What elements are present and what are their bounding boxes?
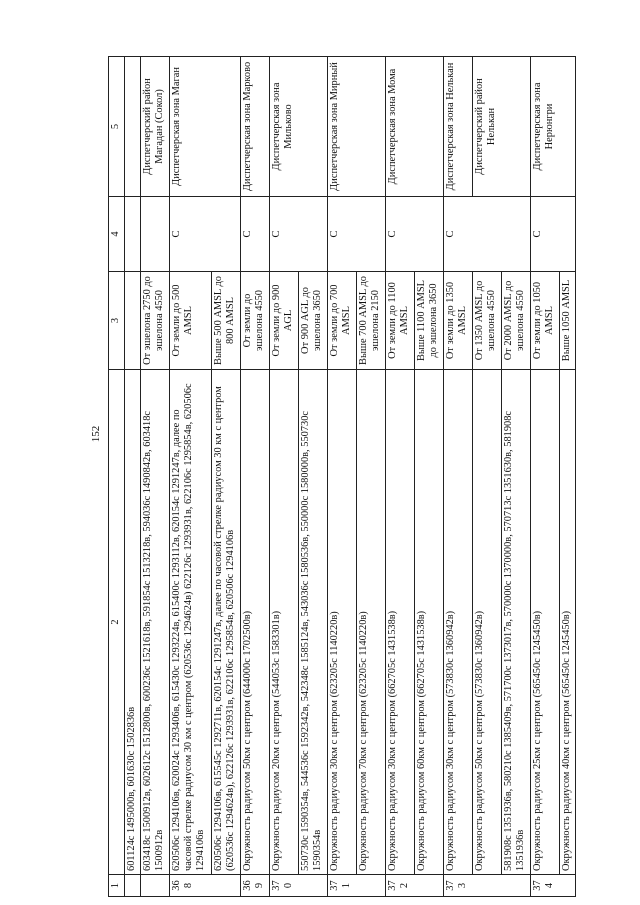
airspace-class: C (240, 197, 269, 272)
altitude-limits: Выше 500 AMSL до 800 AMSL (211, 272, 240, 370)
header-col-3: 3 (109, 272, 125, 370)
zone-name: Диспетчерский район Нелькан (472, 57, 530, 197)
airspace-class: C (443, 197, 530, 272)
altitude-limits: Выше 1050 AMSL (559, 272, 575, 370)
boundary-coords: Окружность радиусом 70км с центром (623205с 1140220в) (356, 370, 385, 875)
zone-name: Диспетчерская зона Мома (385, 57, 443, 197)
altitude-limits: От земли до 1350 AMSL (443, 272, 472, 370)
altitude-limits: От земли до 700 AMSL (327, 272, 356, 370)
zone-name: Диспетчерская зона Марково (240, 57, 269, 197)
page-number: 152 (90, 425, 102, 443)
row-number: 368 (170, 875, 241, 897)
altitude-limits: От земли до 900 AGL (269, 272, 298, 370)
boundary-coords: Окружность радиусом 25км с центром (565450с 1245450в) (530, 370, 559, 875)
boundary-coords: Окружность радиусом 30км с центром (623205с 1140220в) (327, 370, 356, 875)
zone-name: Диспетчерская зона Мильково (269, 57, 327, 197)
row-number: 370 (269, 875, 327, 897)
altitude-limits: От земли до 500 AMSL (170, 272, 212, 370)
rotated-table-container (108, 57, 576, 897)
boundary-coords: Окружность радиусом 50км с центром (573830с 1360942в) (472, 370, 501, 875)
header-col-1: 1 (109, 875, 125, 897)
boundary-coords: 550730с 1590354в, 544536с 1592342в, 542348с 1585124в, 543036с 1580536в, 550000с 1580000в, 550730с 1590354в (298, 370, 327, 875)
airspace-class: C (385, 197, 443, 272)
row-number (141, 875, 170, 897)
row-number: 369 (240, 875, 269, 897)
table-row (170, 57, 212, 897)
airspace-class: C (170, 197, 241, 272)
airspace-class: C (269, 197, 327, 272)
altitude-limits (125, 272, 141, 370)
altitude-limits: Выше 1100 AMSL до эшелона 3650 (414, 272, 443, 370)
boundary-coords: Окружность радиусом 30км с центром (573830с 1360942в) (443, 370, 472, 875)
altitude-limits: От земли до 1050 AMSL (530, 272, 559, 370)
altitude-limits: От 1350 AMSL до эшелона 4550 (472, 272, 501, 370)
header-col-5: 5 (109, 57, 125, 197)
table-row (240, 57, 269, 897)
boundary-coords: 603418с 1500912в, 602612с 1512800в, 600236с 1521618в, 591854с 1513218в, 594036с 1490842в, 603418с 1500912в (141, 370, 170, 875)
table-row (125, 57, 141, 897)
boundary-coords: 620506с 1294106в, 615545с 1292711в, 620154с 1291247в, далее по часовой стрелке радиусом 30 км с центром (620536с 1294624в), 622126с 1293931в, 622106с 1295854в, 620506с 1294106в (211, 370, 240, 875)
altitude-limits: От земли до эшелона 4550 (240, 272, 269, 370)
airspace-table (108, 56, 576, 897)
table-row (269, 57, 298, 897)
altitude-limits: От эшелона 2750 до эшелона 4550 (141, 272, 170, 370)
table-row (327, 57, 356, 897)
boundary-coords: 620506с 1294106в, 620024с 1293406в, 615430с 1293224в, 615400с 1293112в, 620154с 1291247в, далее по часовой стрелке радиусом 30 км с центром (620536с 1294624в) 622126с 1293931в, 622106с 1295854в, 620506с 1294106в (170, 370, 212, 875)
table-row (443, 57, 472, 897)
table-row (472, 57, 501, 897)
table-row (385, 57, 414, 897)
row-number: 374 (530, 875, 575, 897)
zone-name: Диспетчерская зона Нелькан (443, 57, 472, 197)
boundary-coords: Окружность радиусом 20км с центром (544053с 1583301в) (269, 370, 298, 875)
table-row (530, 57, 559, 897)
boundary-coords: Окружность радиусом 40км с центром (565450с 1245450в) (559, 370, 575, 875)
zone-name: Диспетчерская зона Мирный (327, 57, 385, 197)
zone-name (125, 57, 141, 197)
row-number (125, 875, 141, 897)
zone-name: Диспетчерская зона Нерюнгри (530, 57, 575, 197)
boundary-coords: Окружность радиусом 60км с центром (662705с 1431538в) (414, 370, 443, 875)
row-number: 372 (385, 875, 443, 897)
header-col-4: 4 (109, 197, 125, 272)
airspace-class: C (530, 197, 575, 272)
table-row (141, 57, 170, 897)
row-number: 371 (327, 875, 385, 897)
boundary-coords: Окружность радиусом 50км с центром (644000с 1702500в) (240, 370, 269, 875)
header-row (109, 57, 125, 897)
boundary-coords: 601124с 1495000в, 601630с 1502836в (125, 370, 141, 875)
airspace-class (141, 197, 170, 272)
zone-name: Диспетчерская зона Маган (170, 57, 241, 197)
airspace-class (125, 197, 141, 272)
zone-name: Диспетчерский район Магадан (Сокол) (141, 57, 170, 197)
airspace-class: C (327, 197, 385, 272)
boundary-coords: Окружность радиусом 30км с центром (662705с 1431538в) (385, 370, 414, 875)
boundary-coords: 581908с 1351936в, 580210с 1385409в, 571700с 1373017в, 570000с 1370000в, 570713с 1351630в, 581908с 1351936в (501, 370, 530, 875)
altitude-limits: Выше 700 AMSL до эшелона 2150 (356, 272, 385, 370)
header-col-2: 2 (109, 370, 125, 875)
altitude-limits: От 2000 AMSL до эшелона 4550 (501, 272, 530, 370)
altitude-limits: От 900 AGL до эшелона 3650 (298, 272, 327, 370)
altitude-limits: От земли до 1100 AMSL (385, 272, 414, 370)
row-number: 373 (443, 875, 530, 897)
